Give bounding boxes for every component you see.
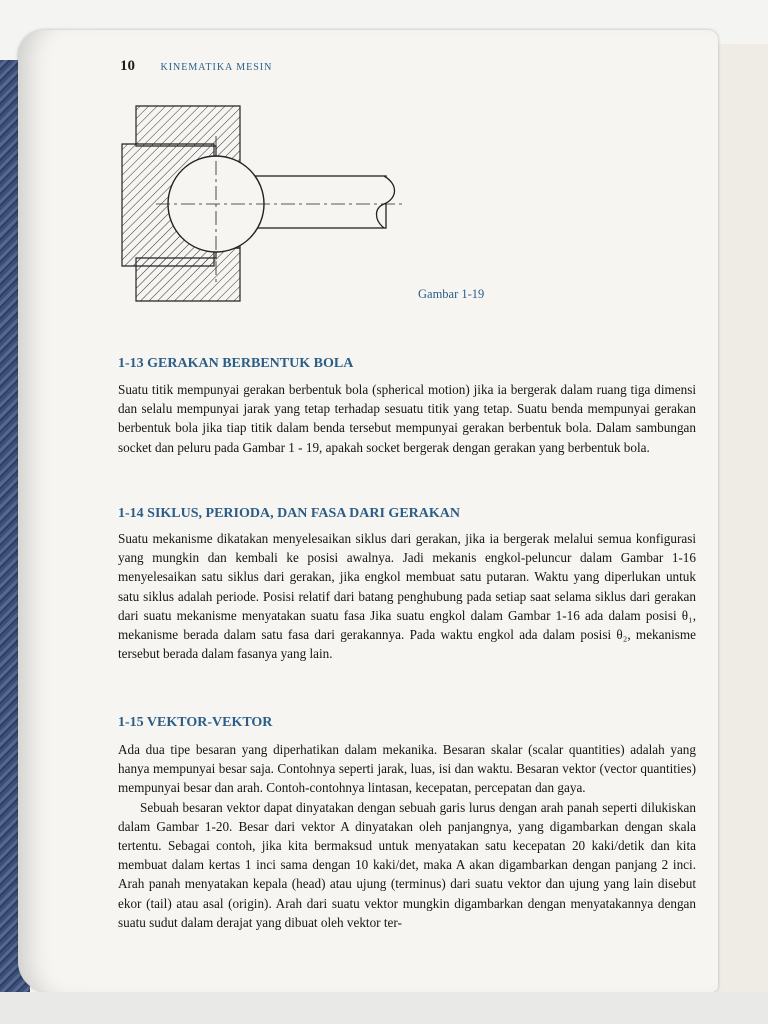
section-body-1-14 (118, 529, 696, 663)
section-body-1-15 (118, 740, 696, 932)
section-title-1-13: 1-13 GERAKAN BERBENTUK BOLA (118, 356, 354, 371)
section-title-1-15: 1-15 VEKTOR-VEKTOR (118, 715, 273, 730)
page-header (120, 58, 272, 75)
page-number: 10 (120, 58, 135, 74)
running-title: KINEMATIKA MESIN (160, 62, 273, 73)
section-body-1-13 (118, 380, 696, 457)
paragraph: Suatu mekanisme dikatakan menyelesaikan siklus dari gerakan, jika ia bergerak melalui semua konfigurasi yang mungkin dan kembali ke posisi awalnya. Jadi mekanis engkol-peluncur dalam Gambar 1-16 menyelesaikan satu siklus dari gerakan, jika engkol membuat satu putaran. Waktu yang diperlukan untuk satu siklus adalah periode. Posisi relatif dari batang penghubung pada setiap saat selama siklus dari gerakan dari suatu mekanisme menyatakan suatu fasa Jika suatu engkol dalam Gambar 1-16 ada dalam posisi θ₁, mekanisme berada dalam satu fasa dari gerakannya. Pada waktu engkol ada dalam posisi θ₂, mekanisme tersebut berada dalam fasanya yang lain. (118, 531, 696, 662)
section-title-1-14: 1-14 SIKLUS, PERIODA, DAN FASA DARI GERAKAN (118, 506, 460, 521)
facing-page-edge (712, 44, 768, 994)
figure-caption: Gambar 1-19 (418, 287, 485, 301)
paragraph: Ada dua tipe besaran yang diperhatikan dalam mekanika. Besaran skalar (scalar quantities) adalah yang hanya mempunyai besar saja. Contohnya seperti jarak, luas, isi dan waktu. Besaran vektor (vector quantities) mempunyai besar dan arah. Contoh-contohnya lintasan, kecepatan, percepatan dan gaya. (118, 742, 696, 796)
bottom-surface (0, 992, 768, 1024)
shaft (246, 176, 386, 228)
paragraph: Sebuah besaran vektor dapat dinyatakan dengan sebuah garis lurus dengan arah panah seperti dilukiskan dalam Gambar 1-20. Besar dari vektor A dinyatakan oleh panjangnya, yang digambarkan dengan skala tertentu. Sebagai contoh, jika kita bermaksud untuk menyatakan satu kecepatan 20 kaki/detik dan kita membuat dalam kertas 1 inci sama dengan 10 kaki/det, maka A akan digambarkan dengan panjang 2 inci. Arah panah menyatakan kepala (head) atau ujung (terminus) dari suatu vektor dan ujung yang lain disebut ekor (tail) atau asal (origin). Arah dari suatu vektor mungkin digambarkan dengan menyatakannya dengan suatu sudut dalam derajat yang dibuat oleh vektor ter- (118, 799, 696, 930)
paragraph: Suatu titik mempunyai gerakan berbentuk bola (spherical motion) jika ia bergerak dalam ruang tiga dimensi dan selalu mempunyai jarak yang tetap terhadap sesuatu titik yang tetap. Suatu benda mempunyai gerakan berbentuk bola jika tiap titik dalam benda tersebut mempunyai gerakan berbentuk bola. Dalam sambungan socket dan peluru pada Gambar 1 - 19, apakah socket bergerak dengan gerakan yang berbentuk bola. (118, 382, 696, 455)
ball-socket-figure (116, 96, 406, 306)
